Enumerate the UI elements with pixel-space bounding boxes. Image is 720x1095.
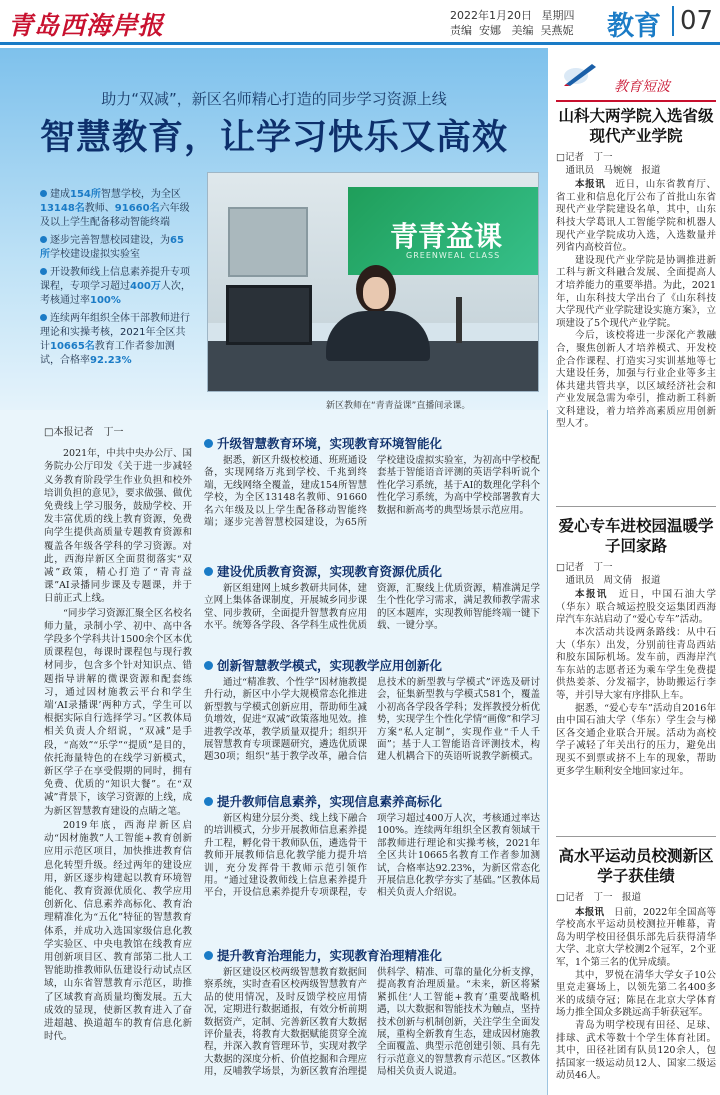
designer-label: 美编	[511, 24, 534, 37]
photo-caption: 新区教师在“青青益课”直播间录课。	[326, 401, 471, 411]
article-section	[204, 946, 540, 1079]
main-article	[0, 48, 548, 1095]
monitor-icon	[226, 285, 312, 345]
bullet-dot-icon	[40, 268, 47, 275]
intro-column	[44, 418, 192, 1044]
story-byline: □记者 丁一 通讯员 周文倩 报道	[556, 562, 661, 586]
section-body: 据悉，新区升级校校通、班班通设备，实现网络万兆到学校、千兆到终端，无线网络全覆盖，建成154所智慧学校，为全区13148名教师、91660名六年级及以上学生配备移动智能终端；逐步完善智慧校园建设，为65所学校建设虚拟实验室，为初高中学校配套基于智能语音评测的英语学科听说个性化学习系统，基于AI的数理化学科个性化学习系统，为高中学校部署教育大数据和新高考的典型场景示范应用。	[204, 455, 540, 529]
article-headline: 智慧教育，让学习快乐又高效	[39, 118, 508, 158]
intro-paragraph: 2019年底，西海岸新区启动“因材施教”人工智能+教育创新应用示范区项目，加快推进教育信息化转型升级。经过两年的建设应用，新区逐步构建起以教育环境智能化、教育资源优质化、教学应用创新化、信息素养高标化、教育治理精准化为“五化”特征的智慧教育体系，并成功入选国家级信息化教学实验区、中央电教馆在线教育应用创新项目区、教育部第二批人工智能助推教师队伍建设行动试点区域，山东省智慧教育示范区，助推了区域教育高质量均衡发展。五大成效的显现，使新区教育进入了奋进超越、换道超车的教育信息化新时代。	[44, 819, 192, 1043]
key-figure-item: 建成154所智慧学校，为全区13148名教师、91660名六年级及以上学生配备移动智能终端	[40, 189, 190, 228]
intro-paragraph: “同步学习资源汇聚全区名校名师力量，录制小学、初中、高中各学段多个学科共计1500余个区本优质课程包，每课时课程包与现行教材同步，包含多个针对知识点、错题指导讲解的微课资源和配套练习，通过因材施教云平台和学生端‘AI录播课’两种方式，学生可以根据实际自行选择学习。”区教体局相关负责人介绍说，“双减”是手段，“高效”“乐学”“提质”是目的，依托海量特色的在线学习新模式，新区学子在享受假期的同时，拥有免费、优质的“知识大餐”。在“双减”背景下，该学习资源的上线，成为新区智慧教育建设的点睛之笔。	[44, 607, 192, 817]
bullet-dot-icon	[40, 236, 47, 243]
section-dot-icon	[204, 951, 213, 960]
brief-news-column	[556, 48, 716, 1095]
section-heading: 创新智慧教学模式，实现教学应用创新化	[204, 656, 540, 674]
story-title: 高水平运动员校测新区学子获佳绩	[558, 847, 714, 885]
section-heading: 提升教育治理能力，实现教育治理精准化	[204, 946, 540, 964]
story-body: 本报讯 近日，山东省教育厅、省工业和信息化厅公布了首批山东省现代产业学院建设名单，其中，山东科技大学葛讯人工智能学院和机器人现代产业学院成功入选，入选数量并列省内高校首位。 建设现代产业学院是协调推进新工科与新文科融合发展、全面提高人才培养能力的重要举措。为此，2021年，山东科技大学出台了《山东科技大学现代产业学院建设实施方案》，立项建设了5个现代产业学院。 今后，该校将进一步深化产教融合，聚焦创新人才培养模式、开发校企合作课程、打造实习实训基地等七大建设任务，加强与行业企业等多主体共建共管共享，以区域经济社会和产业发展急需为牵引，推动新工科新文科建设，着力培养高素质应用创新型人才。	[556, 179, 716, 430]
story-title: 爱心专车进校园温暖学子回家路	[558, 517, 714, 555]
section-heading: 提升教师信息素养，实现信息素养高标化	[204, 792, 540, 810]
intro-paragraph: 2021年，中共中央办公厅、国务院办公厅印发《关于进一步减轻义务教育阶段学生作业负担和校外培训负担的意见》，要求做强、做优免费线上学习服务，鼓励学校、开发丰富优质的线上教育资源，免费向学生提供高质量专题教育资源和覆盖各年级各学科的学习资源。对此，西海岸新区全面贯彻落实“双减”政策，精心打造了“青青益课”AI录播同步课及专题课，并于日前正式上线。	[44, 448, 192, 605]
studio-banner-subtext: GREENWEAL CLASS	[406, 251, 501, 260]
story-title: 山科大两学院入选省级现代产业学院	[558, 107, 714, 145]
article-photo	[207, 172, 539, 392]
story-byline: □记者 丁一 报道	[556, 892, 641, 903]
section-dot-icon	[204, 661, 213, 670]
brief-news-title: 教育短波	[614, 79, 670, 95]
article-section	[204, 434, 540, 529]
issue-info	[450, 8, 581, 38]
section-dot-icon	[204, 439, 213, 448]
article-section	[204, 656, 540, 764]
intro-byline: □本报记者 丁一	[44, 427, 124, 438]
news-story	[556, 846, 716, 1083]
section-heading: 建设优质教育资源，实现教育资源优质化	[204, 562, 540, 580]
key-figure-item: 开设教师线上信息素养提升专项课程，专项学习超过400万人次，考核通过率100%	[40, 267, 191, 306]
section-body: 新区构建分层分类、线上线下融合的培训模式，分步开展教师信息素养提升工程，孵化骨干教师队伍，遴选骨干教师开展教师信息化教学能力提升培训，充分发挥骨干教师示范引领作用。“通过建设教师线上信息素养提升平台，开设信息素养提升专项课程，专项学习超过400万人次，考核通过率达100%。连续两年组织全区教育领域干部教师进行理论和实操考核，2021年全区共计10665名教育工作者参加测试，合格率达92.23%，为新区常态化开展信息化教学夯实了基础。”区教体局相关负责人介绍说。	[204, 813, 540, 899]
studio-banner-text: 青青益课	[390, 220, 503, 253]
newspaper-logo: 青岛西海岸报	[8, 11, 165, 40]
story-body: 本报讯 近日，中国石油大学（华东）联合城运控股交运集团西海岸汽车东站启动了“爱心专车”活动。 本次活动共设两条路线：从中石大（华东）出发，分别前往青岛西站和胶东国际机场。发车前，西海岸汽车东站的志愿者还为乘车学生免费提供热姜茶、分发福字，协助搬运行李等，并引导大家有序排队上车。 据悉，“爱心专车”活动自2016年由中国石油大学（华东）学生会与梯区各交通企业联合开展。活动为高校学子减轻了年关出行的压力，避免出现买不到票或挤不上车的现象，帮助更多学生顺利安全地回家过年。	[556, 589, 716, 777]
section-body: 新区建设区校两级智慧教育数据间察系统，实时查看区校两级智慧教育产品的使用情况，及时反馈学校应用情况，定期进行数据通报，有效分析前期数据资产，定制、完善新区教育大数据评价量表，将教育大数据赋能贯穿全流程，并深入教育管理环节，实现对教学大数据的深度分析、价值挖掘和合理应用，反哺教学场景，为新区教育治理提供科学、精准、可靠的量化分析支撑，提高教育治理质量。“未来，新区将紧紧抓住‘人工智能+教育’重要战略机遇，以大数据和智能技术为触点，坚持技术创新与机制创新，关注学生全面发展，重构全新教育生态，建成因材施教全面覆盖、典型示范创建引领、具有先行示范意义的智慧教育示范区。”区教体局相关负责人说道。	[204, 967, 540, 1078]
editor-label: 责编	[450, 24, 472, 37]
page-number: 07	[672, 6, 716, 36]
studio-banner	[348, 187, 538, 275]
section-name: 教育	[607, 11, 661, 42]
bullet-dot-icon	[40, 190, 47, 197]
key-figure-item: 逐步完善智慧校园建设，为65所学校建设虚拟实验室	[40, 235, 184, 260]
section-heading: 升级智慧教育环境，实现教育环境智能化	[204, 434, 540, 452]
teacher-figure	[326, 311, 430, 361]
microphone-icon	[456, 297, 462, 343]
issue-date: 2022年1月20日	[450, 9, 532, 22]
masthead	[0, 0, 720, 44]
pen-icon	[562, 60, 602, 86]
section-body: 新区组建网上城乡教研共同体，建立网上集体备课制度，开展城乡同步课堂、同步教研，全面提升智慧教育应用水平。统筹各学段、各学科生成性优质资源，汇聚线上优质资源，精准满足学生个性化学习需求，满足教师教学需求的区本题库，实现教师智能终端一键下载、一键分享。	[204, 583, 540, 632]
masthead-rule	[0, 42, 720, 45]
brief-news-header	[556, 56, 716, 96]
story-body: 本报讯 日前，2022年全国高等学校高水平运动员校测拉开帷幕，青岛为明学校田径俱乐部先后获得清华大学、北京大学校测2个冠军，2个亚军，1个第三名的优异成绩。 其中，罗悦在清华大学女子10公里竞走赛场上，以领先第二名400多米的成绩夺冠；陈昆在北京大学体育场力推全国众多跳远高手斩获冠军。 青岛为明学校现有田径、足球、排球、武术等数十个学生体育社团。其中，田径社团有队员120余人，包括国家一级运动员12人、国家二级运动员46人。	[556, 906, 716, 1082]
bullet-dot-icon	[40, 314, 47, 321]
key-figure-item: 连续两年组织全体干部教师进行理论和实操考核，2021年全区共计10665名教育工作者参加测试，合格率92.23%	[40, 313, 190, 366]
section-dot-icon	[204, 567, 213, 576]
section-dot-icon	[204, 797, 213, 806]
issue-weekday: 星期四	[541, 9, 575, 22]
editor-name: 安娜	[479, 24, 501, 37]
key-figures	[40, 188, 192, 372]
news-story	[556, 516, 716, 778]
article-subtitle: 助力“双减”，新区名师精心打造的同步学习资源上线	[101, 90, 447, 108]
news-story	[556, 106, 716, 431]
article-section	[204, 562, 540, 633]
story-byline: □记者 丁一 通讯员 马婉婉 报道	[556, 152, 661, 176]
designer-name: 吴燕妮	[540, 24, 574, 37]
article-section	[204, 792, 540, 900]
section-body: 通过“精准教、个性学”因材施教提升行动，新区中小学大规模常态化推进新型教与学模式创新应用，帮助师生减负增效，促进“双减”政策落地见效。推进教学改革，教学质量双提升；组织开展智慧教育专项课题研究，遴选优质课题30项；组织“基于教学改革，融合信息技术的新型教与学模式”评选及研讨会，征集新型教与学模式581个，覆盖小初高各学段各学科；发挥教授分析优势，实现学生个性化学情“画像”和学习方案“私人定制”，实现作业“千人千面”；基于人工智能语音评测技术，构建人机耦合下的英语听说教学新模式。	[204, 677, 540, 763]
